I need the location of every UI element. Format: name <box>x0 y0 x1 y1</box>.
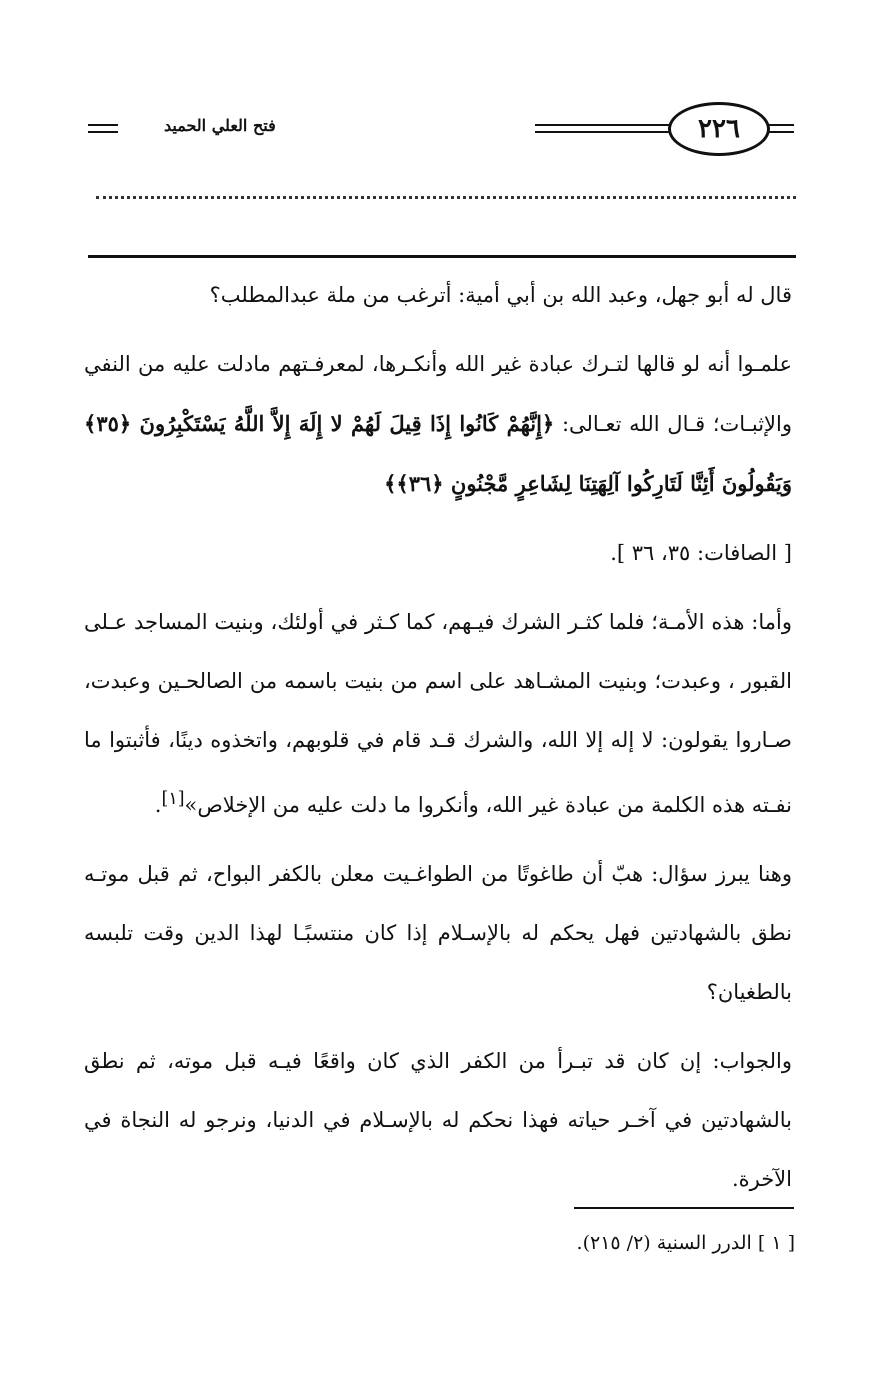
footnote: [ ١ ] الدرر السنية (٢/ ٢١٥). <box>576 1232 795 1254</box>
main-text <box>84 266 792 1209</box>
paragraph-2-text: علمـوا أنه لو قالها لتـرك عبادة غير الله وأنكـرها، لمعرفـتهم مادلت عليه من النفي والإثبـات؛ قـال الله تعـالى: <box>84 352 792 436</box>
paragraph-1: قال له أبو جهل، وعبد الله بن أبي أمية: أترغب من ملة عبدالمطلب؟ <box>209 283 792 307</box>
header-rule-left-of-number <box>535 124 675 133</box>
paragraph-2 <box>84 335 792 514</box>
page-number: ٢٢٦ <box>698 114 740 144</box>
footnote-marker: [١] <box>161 789 185 809</box>
verse-reference: [ الصافات: ٣٥، ٣٦ ]. <box>610 541 792 565</box>
paragraph-5: وهنا يبرز سؤال: هبّ أن طاغوتًا من الطواغـيت معلن بالكفر البواح، ثم قبل موتـه نطق بالشهادتين فهل يحكم له بالإسـلام إذا كان منتسبًـا لهذا الدين وقت تلبسه بالطغيان؟ <box>84 862 792 1004</box>
paragraph-4-text: وأما: هذه الأمـة؛ فلما كثـر الشرك فيـهم، كما كـثر في أولئك، وبنيت المساجد عـلى القبور ، وعبدت؛ وبنيت المشـاهد على اسم من بنيت باسمه من الصالحـين وعبدت، صـاروا يقولون: لا إله إلا الله، والشرك قـد قام في قلوبهم، واتخذوه دينًا، فأثبتوا ما نفـته هذه الكلمة من عبادة غير الله، وأنكروا ما دلت عليه من الإخلاص» <box>84 610 792 817</box>
paragraph-4 <box>84 593 792 835</box>
paragraph-6: والجواب: إن كان قد تبـرأ من الكفر الذي كان واقعًا فيـه قبل موته، ثم نطق بالشهادتين في آخـر حياته فهذا نحكم له بالإسـلام في الدنيا، ونرجو له النجاة في الآخرة. <box>84 1049 792 1191</box>
running-title: فتح العلي الحميد <box>164 116 276 135</box>
page-number-badge <box>668 102 770 156</box>
header-ornament-left <box>88 124 118 133</box>
header-rule <box>88 255 796 258</box>
footnote-rule <box>574 1207 794 1209</box>
dotted-separator <box>96 196 796 201</box>
paragraph-4-end: . <box>154 793 162 817</box>
quran-verse: ﴿إِنَّهُمْ كَانُوا إِذَا قِيلَ لَهُمْ لا إِلَهَ إِلاَّ اللَّهُ يَسْتَكْبِرُونَ ﴿٣٥﴾ وَيَقُولُونَ أَئِنَّا لَتَارِكُوا آلِهَتِنَا لِشَاعِرٍ مَّجْنُونٍ ﴿٣٦﴾﴾ <box>84 411 792 496</box>
